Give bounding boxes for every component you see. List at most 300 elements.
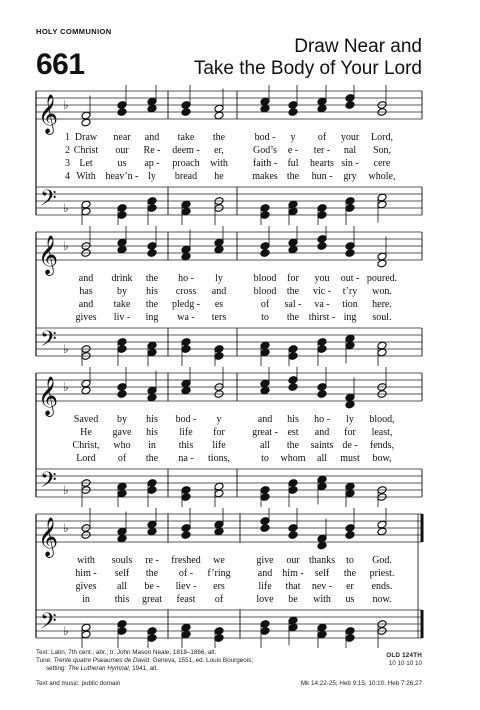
lyric-line: [0, 593, 480, 606]
lyric-syllable: de -: [342, 440, 358, 451]
lyric-syllable: sal -: [284, 299, 302, 310]
note-head: [214, 238, 224, 247]
note-head: [260, 249, 270, 258]
lyric-syllable: his: [146, 427, 158, 438]
lyric-syllable: you: [314, 273, 330, 284]
lyric-syllable: all: [317, 453, 327, 464]
lyric-syllable: nal: [343, 145, 357, 156]
lyric-syllable: Christ,: [72, 440, 100, 451]
lyric-syllable: ho -: [178, 273, 194, 284]
lyric-syllable: to: [346, 555, 354, 566]
note-head: [345, 489, 355, 498]
lyric-syllable: y: [290, 132, 296, 143]
note-head: [317, 338, 327, 347]
note-head: [117, 489, 127, 498]
lyric-syllable: bow,: [372, 453, 392, 464]
lyric-syllable: of -: [178, 568, 194, 579]
note-head: [147, 204, 157, 213]
note-head: [317, 211, 327, 220]
lyric-syllable: wa -: [177, 312, 195, 323]
lyrics-block: [0, 413, 480, 465]
key-signature-flat-icon: ♭: [63, 342, 69, 356]
lyric-syllable: this: [178, 440, 194, 451]
lyric-line: [0, 131, 480, 144]
note-head: [288, 616, 298, 625]
note-head: [81, 200, 91, 209]
lyric-syllable: we: [213, 555, 225, 566]
lyric-line: [0, 554, 480, 567]
lyric-syllable: God.: [372, 555, 392, 566]
lyric-syllable: with: [77, 555, 95, 566]
lyric-syllable: liev -: [175, 581, 197, 592]
note-head: [181, 345, 191, 354]
credit-text: Text: Latin, 7th cent., abr.; tr. John Mason Neale, 1818–1866, alt.: [36, 649, 217, 656]
lyric-line: [0, 298, 480, 311]
note-head: [181, 108, 191, 117]
lyric-syllable: the: [145, 453, 159, 464]
bass-clef-icon: 𝄢: [40, 468, 57, 498]
note-head: [345, 101, 355, 110]
lyric-syllable: who: [113, 440, 131, 451]
lyric-line: [0, 170, 480, 183]
lyric-syllable: take: [113, 299, 131, 310]
lyric-syllable: proach: [172, 158, 200, 169]
note-head: [260, 517, 270, 526]
hymn-title-line-1: Draw Near and: [294, 36, 422, 57]
note-head: [377, 527, 387, 536]
note-head: [260, 379, 270, 388]
note-head: [260, 386, 270, 395]
lyric-syllable: be: [288, 594, 298, 605]
note-head: [181, 207, 191, 216]
lyric-syllable: Saved: [73, 414, 99, 425]
lyric-syllable: hearts: [310, 158, 334, 169]
lyric-syllable: the: [286, 440, 300, 451]
note-head: [147, 341, 157, 350]
lyric-syllable: his: [146, 414, 158, 425]
lyric-syllable: ho -: [314, 414, 330, 425]
lyric-syllable: blood,: [369, 414, 395, 425]
note-head: [317, 475, 327, 484]
lyric-syllable: freshed: [171, 555, 201, 566]
note-head: [117, 204, 127, 213]
lyric-syllable: his: [146, 286, 158, 297]
note-head: [317, 482, 327, 491]
note-head: [377, 348, 387, 357]
note-head: [377, 200, 387, 209]
lyric-syllable: cross: [175, 286, 197, 297]
note-head: [345, 197, 355, 206]
section-label: HOLY COMMUNION: [36, 27, 112, 36]
credit-tune: Tune: Trente quatre Pseaumes de David, Geneva, 1551, ed. Louis Bourgeois;: [36, 657, 254, 664]
lyric-line: [0, 285, 480, 298]
note-head: [345, 634, 355, 643]
hymn-number: 661: [36, 48, 85, 81]
note-head: [288, 207, 298, 216]
lyric-line: [0, 413, 480, 426]
note-head: [181, 486, 191, 495]
meter: 10 10 10 10: [388, 660, 422, 667]
lyric-syllable: to: [261, 453, 269, 464]
lyric-syllable: pledg -: [171, 299, 201, 310]
note-head: [117, 627, 127, 636]
note-head: [377, 341, 387, 350]
note-head: [317, 383, 327, 392]
lyric-syllable: heav’n -: [105, 171, 139, 182]
lyric-syllable: all: [117, 581, 127, 592]
lyric-syllable: has: [79, 286, 93, 297]
lyrics-block: [0, 554, 480, 606]
treble-clef-icon: 𝄞: [38, 517, 59, 557]
note-head: [117, 101, 127, 110]
lyric-syllable: all: [260, 440, 270, 451]
lyric-syllable: gives: [75, 312, 97, 323]
lyric-syllable: whom: [280, 453, 306, 464]
lyric-syllable: liv -: [113, 312, 131, 323]
lyric-syllable: out -: [340, 273, 360, 284]
note-head: [181, 200, 191, 209]
lyric-syllable: gives: [75, 581, 97, 592]
note-head: [81, 111, 91, 120]
lyric-line: [0, 567, 480, 580]
note-head: [377, 193, 387, 202]
note-head: [345, 482, 355, 491]
lyric-syllable: ly: [148, 171, 156, 182]
note-head: [288, 345, 298, 354]
lyric-syllable: us: [117, 158, 127, 169]
note-head: [147, 249, 157, 258]
note-head: [181, 531, 191, 540]
note-head: [260, 242, 270, 251]
lyric-syllable: him -: [282, 568, 304, 579]
lyric-syllable: with: [313, 594, 331, 605]
lyric-syllable: and: [257, 568, 273, 579]
lyric-syllable: the: [145, 568, 159, 579]
lyric-syllable: priest.: [369, 568, 395, 579]
note-head: [260, 97, 270, 106]
lyric-syllable: Son,: [372, 145, 392, 156]
hymn-title-line-2: Take the Body of Your Lord: [193, 58, 422, 79]
lyric-syllable: ers: [213, 581, 225, 592]
note-head: [181, 252, 191, 261]
lyric-line: [0, 439, 480, 452]
note-head: [288, 352, 298, 361]
tune-name: OLD 124TH: [386, 652, 422, 659]
lyric-syllable: soul.: [372, 312, 392, 323]
lyric-syllable: ter -: [313, 145, 331, 156]
note-head: [345, 204, 355, 213]
note-head: [81, 118, 91, 127]
note-head: [317, 541, 327, 550]
note-head: [288, 486, 298, 495]
lyric-syllable: ly: [215, 273, 223, 284]
lyric-syllable: the: [286, 286, 300, 297]
lyric-syllable: Christ: [73, 145, 99, 156]
lyric-syllable: y: [216, 414, 222, 425]
note-head: [288, 623, 298, 632]
note-head: [214, 634, 224, 643]
note-head: [260, 341, 270, 350]
lyric-syllable: near: [113, 132, 131, 143]
lyric-syllable: vic -: [312, 286, 332, 297]
stanza-number: 2: [65, 145, 70, 156]
lyric-syllable: nev -: [311, 581, 333, 592]
note-head: [181, 630, 191, 639]
lyric-syllable: thanks: [308, 555, 336, 566]
note-head: [214, 245, 224, 254]
note-head: [317, 97, 327, 106]
treble-clef-icon: 𝄞: [38, 235, 59, 275]
note-head: [117, 390, 127, 399]
note-head: [181, 338, 191, 347]
lyric-syllable: He: [80, 427, 92, 438]
lyric-syllable: of: [317, 132, 327, 143]
lyric-syllable: ly: [346, 414, 354, 425]
note-head: [181, 493, 191, 502]
note-head: [317, 390, 327, 399]
lyric-syllable: Lord: [76, 453, 96, 464]
lyric-line: [0, 144, 480, 157]
lyric-syllable: here.: [372, 299, 392, 310]
note-head: [147, 197, 157, 206]
note-head: [317, 104, 327, 113]
lyric-syllable: the: [286, 171, 300, 182]
lyric-syllable: and: [78, 299, 94, 310]
note-head: [214, 627, 224, 636]
note-head: [147, 527, 157, 536]
note-head: [345, 524, 355, 533]
lyric-syllable: us: [345, 594, 355, 605]
note-head: [117, 534, 127, 543]
note-head: [147, 520, 157, 529]
lyric-syllable: take: [177, 132, 195, 143]
lyric-syllable: of: [260, 299, 270, 310]
note-head: [288, 383, 298, 392]
note-head: [117, 238, 127, 247]
note-head: [147, 242, 157, 251]
note-head: [345, 341, 355, 350]
note-head: [181, 524, 191, 533]
note-head: [214, 104, 224, 113]
note-head: [260, 524, 270, 533]
stanza-number: 4: [65, 171, 70, 182]
note-head: [81, 379, 91, 388]
lyric-syllable: by: [117, 414, 127, 425]
note-head: [181, 245, 191, 254]
credits-left: [36, 649, 253, 673]
note-head: [377, 259, 387, 268]
key-signature-flat-icon: ♭: [63, 239, 69, 253]
lyric-syllable: your: [340, 132, 360, 143]
note-head: [288, 531, 298, 540]
note-head: [317, 630, 327, 639]
note-head: [260, 627, 270, 636]
lyric-syllable: by: [117, 286, 127, 297]
lyric-syllable: and: [257, 414, 273, 425]
lyric-syllable: the: [343, 568, 357, 579]
note-head: [117, 108, 127, 117]
lyric-syllable: With: [76, 171, 96, 182]
note-head: [117, 345, 127, 354]
note-head: [214, 520, 224, 529]
lyric-syllable: self: [314, 568, 330, 579]
note-head: [345, 627, 355, 636]
scripture-references: Mk 14:22-25; Heb 9:15; 10:10; Heb 7:26,27: [300, 680, 422, 687]
lyric-syllable: f’ring: [207, 568, 231, 579]
note-head: [181, 386, 191, 395]
key-signature-flat-icon: ♭: [63, 521, 69, 535]
note-head: [147, 104, 157, 113]
lyric-syllable: and: [211, 286, 227, 297]
lyric-syllable: life: [258, 581, 272, 592]
note-head: [345, 94, 355, 103]
lyric-syllable: life: [179, 427, 193, 438]
lyric-syllable: Re -: [143, 145, 161, 156]
lyric-syllable: great -: [252, 427, 278, 438]
note-head: [317, 623, 327, 632]
lyric-syllable: in: [148, 440, 156, 451]
lyric-syllable: cere: [373, 158, 391, 169]
lyric-syllable: to: [261, 312, 269, 323]
lyric-syllable: the: [212, 132, 226, 143]
lyric-syllable: with: [210, 158, 228, 169]
lyric-syllable: bod -: [254, 132, 276, 143]
lyric-syllable: ing: [145, 312, 159, 323]
note-head: [147, 386, 157, 395]
lyric-syllable: for: [344, 427, 356, 438]
note-head: [377, 520, 387, 529]
note-head: [117, 211, 127, 220]
lyric-syllable: the: [145, 299, 159, 310]
note-head: [214, 482, 224, 491]
note-head: [288, 376, 298, 385]
note-head: [181, 101, 191, 110]
lyric-syllable: Draw: [74, 132, 98, 143]
note-head: [317, 534, 327, 543]
lyric-syllable: gry: [343, 171, 357, 182]
lyric-syllable: the: [286, 312, 300, 323]
note-head: [260, 348, 270, 357]
lyric-syllable: es: [214, 299, 224, 310]
note-head: [181, 379, 191, 388]
note-head: [345, 393, 355, 402]
stanza-number: 3: [65, 158, 70, 169]
lyric-syllable: for: [213, 427, 225, 438]
lyric-syllable: tion: [342, 299, 358, 310]
note-head: [214, 345, 224, 354]
lyric-syllable: poured.: [366, 273, 398, 284]
note-head: [181, 623, 191, 632]
treble-clef-icon: 𝄞: [38, 94, 59, 134]
note-head: [345, 249, 355, 258]
credit-setting: setting: The Lutheran Hymnal, 1941, alt.: [46, 665, 159, 672]
lyric-syllable: t’ry: [342, 286, 358, 297]
lyric-syllable: and: [144, 132, 160, 143]
note-head: [214, 489, 224, 498]
lyric-syllable: bread: [174, 171, 198, 182]
lyric-line: [0, 272, 480, 285]
lyric-syllable: saints: [310, 440, 334, 451]
note-head: [81, 386, 91, 395]
lyric-syllable: gave: [112, 427, 132, 438]
note-head: [117, 383, 127, 392]
note-head: [288, 200, 298, 209]
lyric-line: [0, 311, 480, 324]
note-head: [317, 204, 327, 213]
note-head: [147, 97, 157, 106]
note-head: [260, 620, 270, 629]
lyric-syllable: deem -: [172, 145, 200, 156]
lyric-syllable: sin -: [341, 158, 359, 169]
note-head: [260, 204, 270, 213]
lyric-syllable: ful: [287, 158, 299, 169]
lyric-syllable: be -: [144, 581, 160, 592]
note-head: [214, 527, 224, 536]
lyric-syllable: Lord,: [371, 132, 393, 143]
lyric-syllable: faith -: [252, 158, 278, 169]
lyric-syllable: and: [314, 427, 330, 438]
key-signature-flat-icon: ♭: [63, 380, 69, 394]
lyric-syllable: that: [285, 581, 301, 592]
lyric-syllable: the: [145, 273, 159, 284]
note-head: [81, 630, 91, 639]
lyric-syllable: whole,: [368, 171, 396, 182]
note-head: [117, 482, 127, 491]
key-signature-flat-icon: ♭: [63, 483, 69, 497]
lyric-line: [0, 452, 480, 465]
lyric-syllable: va -: [314, 299, 330, 310]
bass-clef-icon: 𝄢: [40, 186, 57, 216]
note-head: [81, 623, 91, 632]
note-head: [214, 352, 224, 361]
lyric-syllable: for: [287, 273, 299, 284]
treble-clef-icon: 𝄞: [38, 376, 59, 416]
lyric-syllable: our: [115, 145, 129, 156]
lyric-syllable: ap -: [144, 158, 160, 169]
lyric-syllable: na -: [178, 453, 194, 464]
note-head: [147, 634, 157, 643]
lyric-syllable: of: [214, 594, 224, 605]
lyric-syllable: ing: [343, 312, 357, 323]
lyric-syllable: thirst -: [308, 312, 336, 323]
note-head: [117, 527, 127, 536]
lyric-line: [0, 426, 480, 439]
note-head: [317, 235, 327, 244]
lyric-syllable: makes: [252, 171, 278, 182]
lyric-syllable: blood: [253, 273, 277, 284]
note-head: [288, 524, 298, 533]
note-head: [260, 211, 270, 220]
note-head: [147, 627, 157, 636]
lyric-syllable: he: [214, 171, 224, 182]
note-head: [147, 393, 157, 402]
note-head: [81, 207, 91, 216]
lyric-syllable: ends.: [371, 581, 393, 592]
lyric-syllable: our: [286, 555, 300, 566]
note-head: [260, 104, 270, 113]
lyric-syllable: blood: [253, 286, 277, 297]
lyric-syllable: won.: [372, 286, 392, 297]
lyric-syllable: drink: [111, 273, 133, 284]
lyric-syllable: give: [256, 555, 274, 566]
lyric-syllable: this: [114, 594, 130, 605]
lyric-syllable: least,: [371, 427, 393, 438]
lyric-syllable: hun -: [311, 171, 333, 182]
lyric-syllable: fends,: [369, 440, 395, 451]
lyric-syllable: love: [256, 594, 274, 605]
lyric-line: [0, 580, 480, 593]
note-head: [147, 486, 157, 495]
